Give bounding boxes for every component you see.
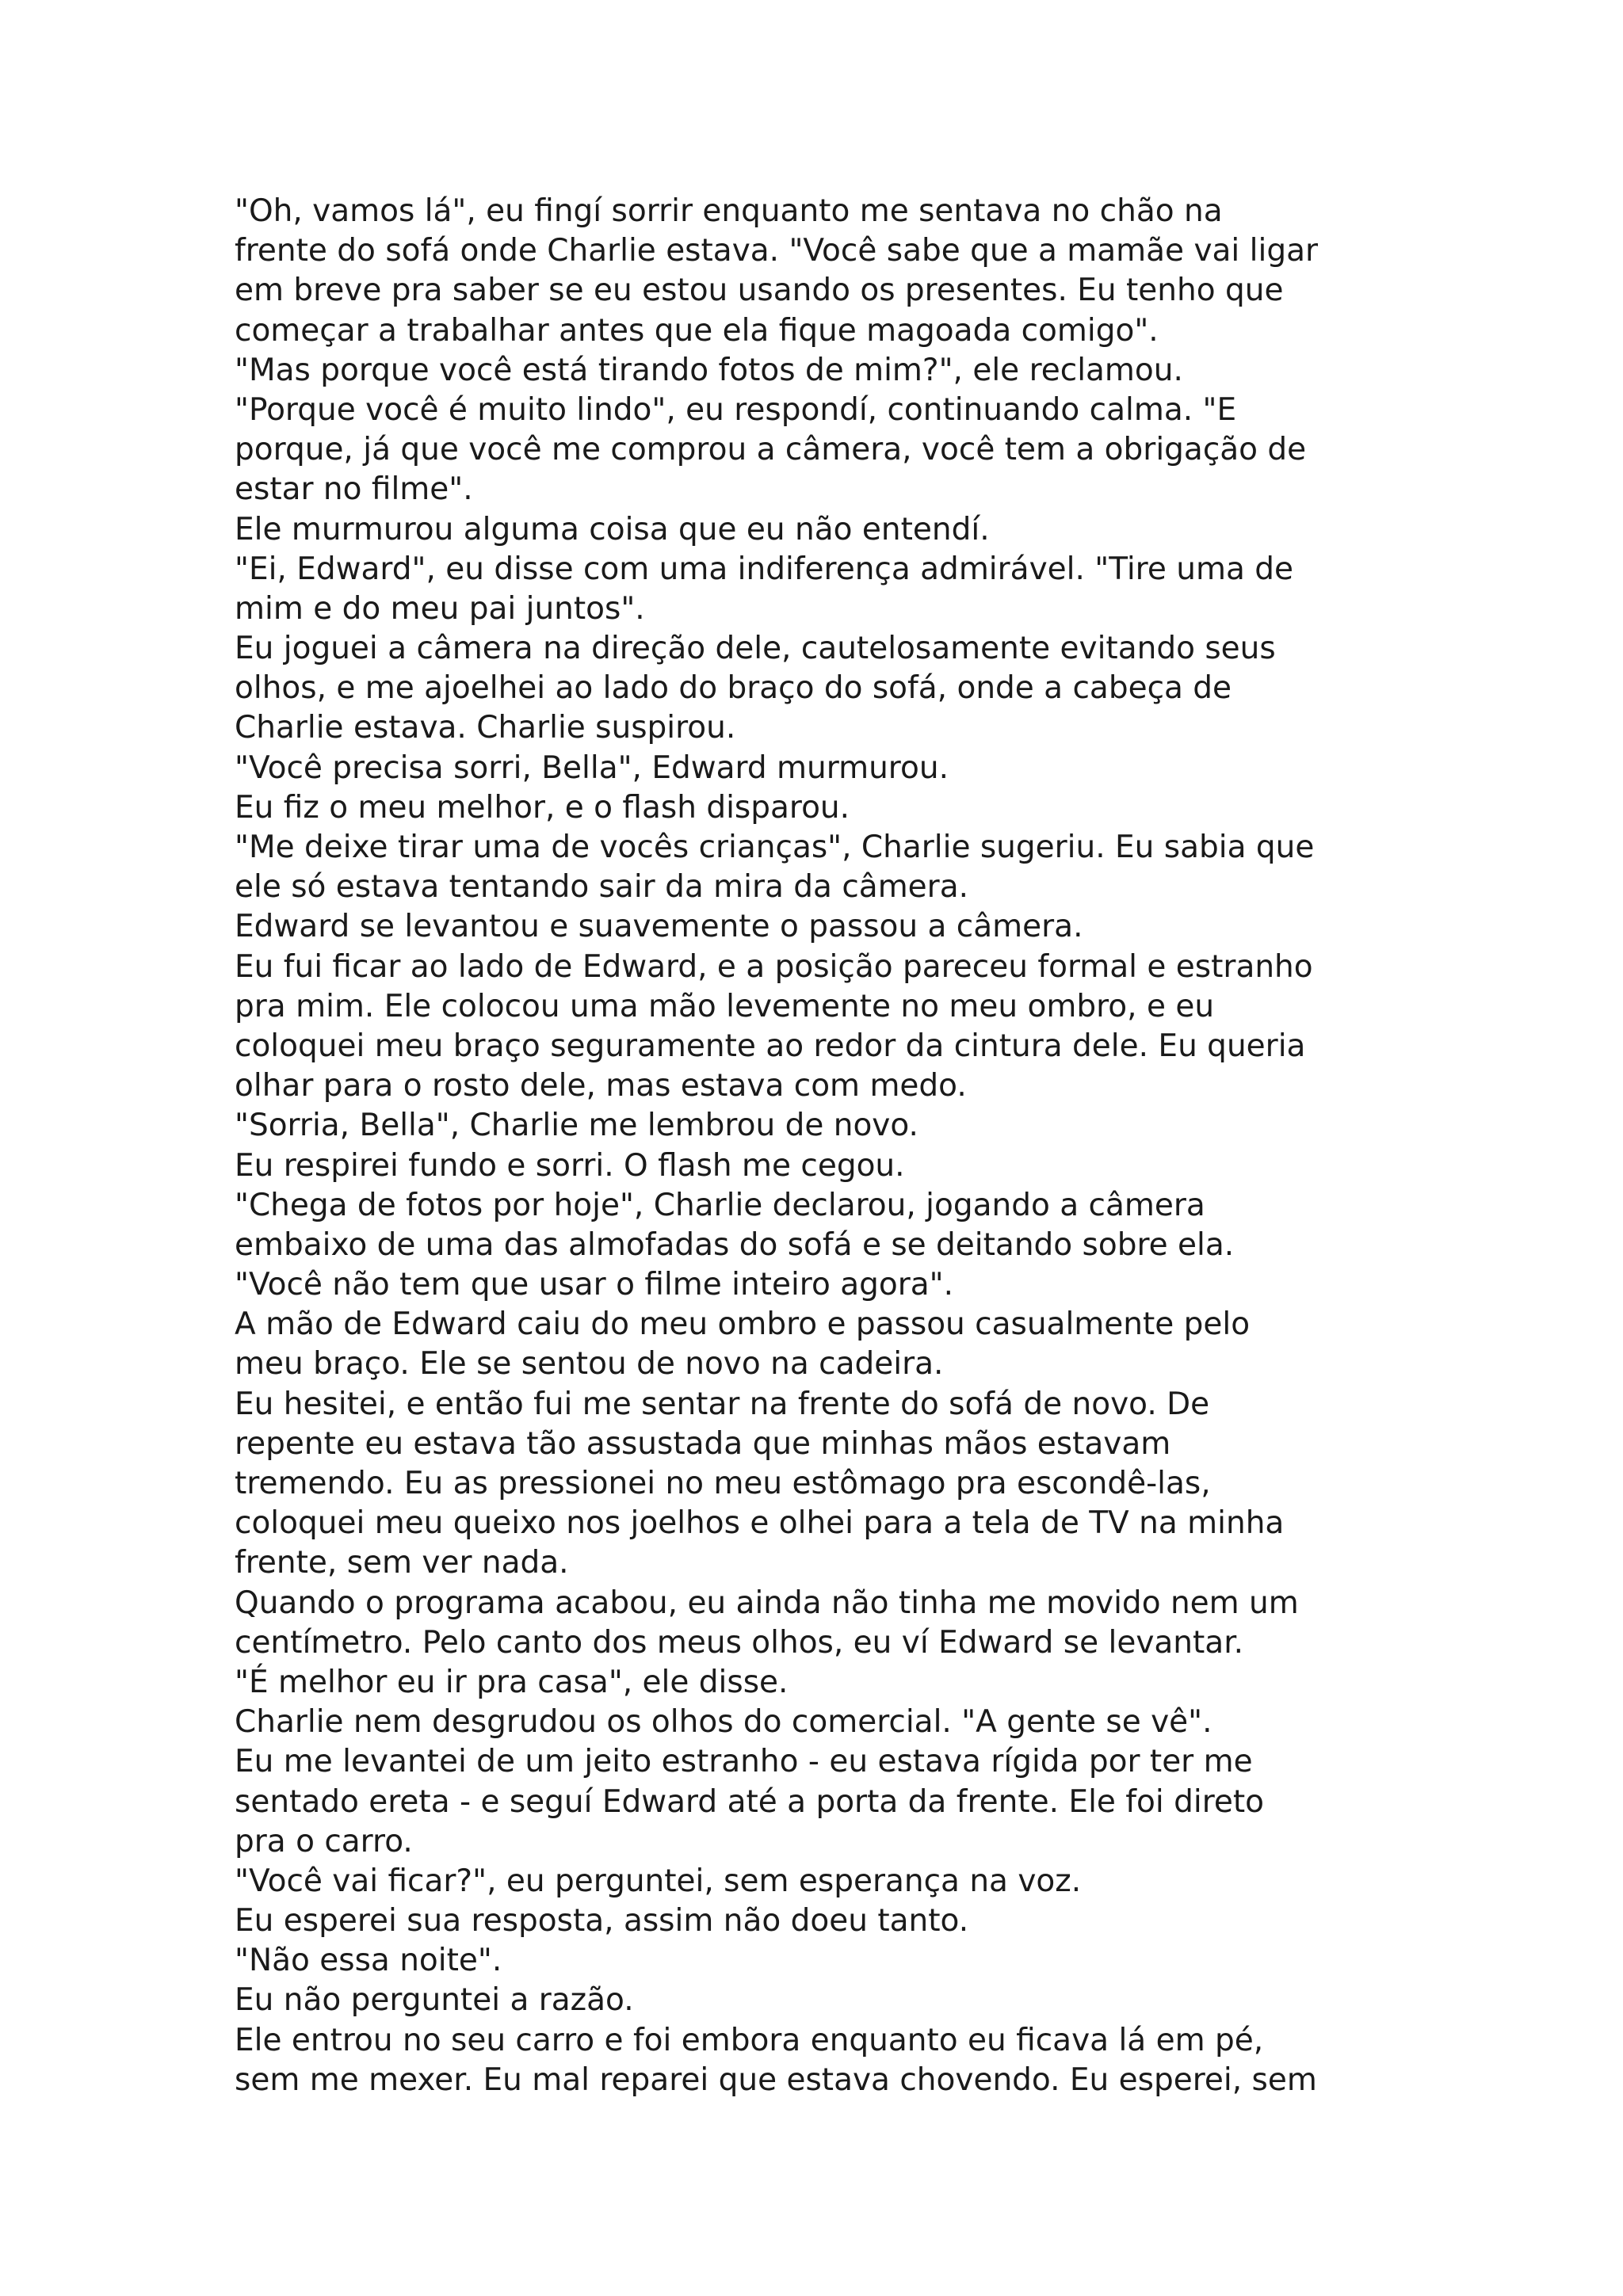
text-line: Ele entrou no seu carro e foi embora enquanto eu ficava lá em pé, — [235, 2022, 1264, 2058]
text-line: Charlie nem desgrudou os olhos do comercial. "A gente se vê". — [235, 1704, 1212, 1741]
text-line: Eu fiz o meu melhor, e o flash disparou. — [235, 789, 850, 826]
text-line: "Não essa noite". — [235, 1943, 502, 1979]
text-line: sentado ereta - e seguí Edward até a porta da frente. Ele foi direto — [235, 1783, 1265, 1820]
body-text — [235, 192, 1423, 2100]
text-line: porque, já que você me comprou a câmera, você tem a obrigação de — [235, 432, 1307, 468]
text-line: em breve pra saber se eu estou usando os presentes. Eu tenho que — [235, 273, 1284, 309]
text-line: A mão de Edward caiu do meu ombro e passou casualmente pelo — [235, 1306, 1251, 1343]
text-line: olhos, e me ajoelhei ao lado do braço do sofá, onde a cabeça de — [235, 670, 1232, 707]
text-line: "Você precisa sorri, Bella", Edward murmurou. — [235, 749, 949, 786]
text-line: sem me mexer. Eu mal reparei que estava chovendo. Eu esperei, sem — [235, 2061, 1317, 2098]
text-line: coloquei meu braço seguramente ao redor da cintura dele. Eu queria — [235, 1028, 1306, 1064]
text-line: "Ei, Edward", eu disse com uma indiferença admirável. "Tire uma de — [235, 551, 1293, 587]
text-line: começar a trabalhar antes que ela fique magoada comigo". — [235, 312, 1159, 349]
text-line: frente do sofá onde Charlie estava. "Você sabe que a mamãe vai ligar — [235, 233, 1319, 269]
text-line: Edward se levantou e suavemente o passou a câmera. — [235, 909, 1083, 945]
text-line: Eu me levantei de um jeito estranho - eu estava rígida por ter me — [235, 1744, 1253, 1780]
text-line: "Oh, vamos lá", eu fingí sorrir enquanto me sentava no chão na — [235, 193, 1223, 229]
text-line: centímetro. Pelo canto dos meus olhos, eu ví Edward se levantar. — [235, 1624, 1244, 1661]
text-line: "Mas porque você está tirando fotos de mim?", ele reclamou. — [235, 352, 1183, 388]
text-line: Eu joguei a câmera na direção dele, cautelosamente evitando seus — [235, 631, 1276, 667]
text-line: mim e do meu pai juntos". — [235, 590, 645, 627]
text-line: Eu não perguntei a razão. — [235, 1982, 634, 2019]
text-line: coloquei meu queixo nos joelhos e olhei para a tela de TV na minha — [235, 1505, 1285, 1542]
text-line: embaixo de uma das almofadas do sofá e se deitando sobre ela. — [235, 1226, 1235, 1263]
text-line: ele só estava tentando sair da mira da câmera. — [235, 869, 969, 906]
text-line: frente, sem ver nada. — [235, 1545, 569, 1581]
text-line: Eu hesitei, e então fui me sentar na frente do sofá de novo. De — [235, 1386, 1210, 1422]
text-line: pra o carro. — [235, 1823, 413, 1859]
text-line: "Sorria, Bella", Charlie me lembrou de novo. — [235, 1108, 918, 1144]
text-line: tremendo. Eu as pressionei no meu estômago pra escondê-las, — [235, 1466, 1211, 1501]
text-line: Eu esperei sua resposta, assim não doeu tanto. — [235, 1903, 969, 1939]
text-line: Eu respirei fundo e sorri. O flash me cegou. — [235, 1147, 905, 1184]
text-line: estar no filme". — [235, 471, 473, 508]
text-line: "Chega de fotos por hoje", Charlie declarou, jogando a câmera — [235, 1187, 1205, 1223]
text-line: meu braço. Ele se sentou de novo na cadeira. — [235, 1346, 944, 1383]
text-line: "Você vai ficar?", eu perguntei, sem esperança na voz. — [235, 1863, 1082, 1899]
text-line: olhar para o rosto dele, mas estava com medo. — [235, 1068, 967, 1104]
text-line: pra mim. Ele colocou uma mão levemente no meu ombro, e eu — [235, 988, 1215, 1024]
text-line: "Você não tem que usar o filme inteiro agora". — [235, 1267, 953, 1303]
text-line: repente eu estava tão assustada que minhas mãos estavam — [235, 1425, 1171, 1462]
text-line: "Me deixe tirar uma de vocês crianças", Charlie sugeriu. Eu sabia que — [235, 830, 1315, 865]
text-line: "Porque você é muito lindo", eu respondí, continuando calma. "E — [235, 391, 1237, 428]
text-line: Ele murmurou alguma coisa que eu não entendí. — [235, 511, 990, 547]
text-line: Eu fui ficar ao lado de Edward, e a posição pareceu formal e estranho — [235, 948, 1313, 985]
text-line: Quando o programa acabou, eu ainda não tinha me movido nem um — [235, 1585, 1299, 1621]
text-line: "É melhor eu ir pra casa", ele disse. — [235, 1664, 789, 1700]
text-line: Charlie estava. Charlie suspirou. — [235, 710, 736, 746]
